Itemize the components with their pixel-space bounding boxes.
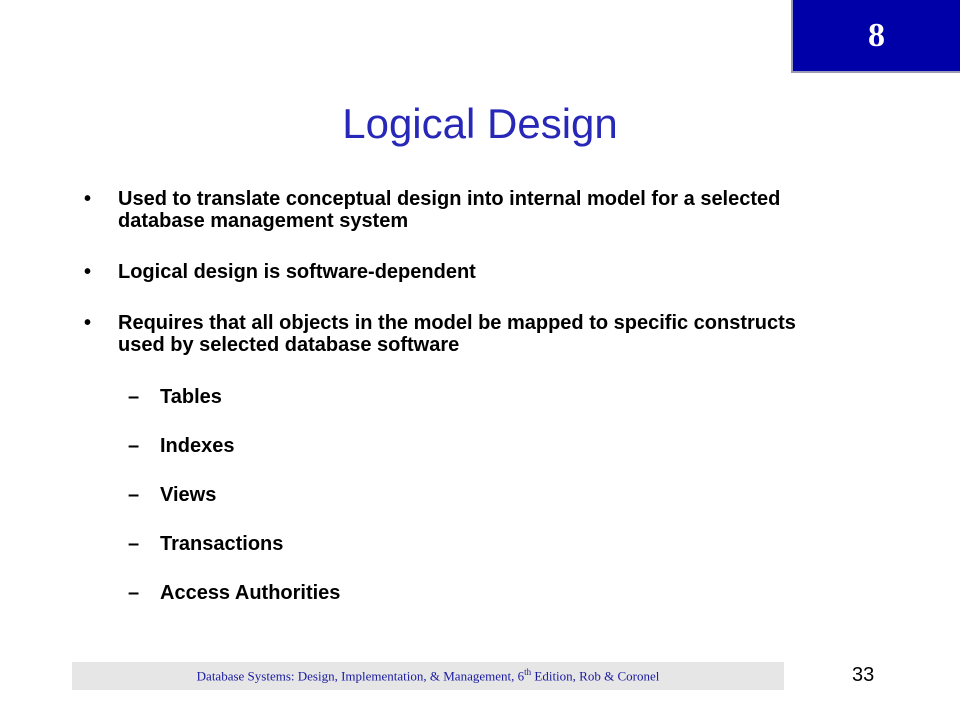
bullet-text: Requires that all objects in the model be mapped to specific constructs used by selected database software [118, 312, 796, 356]
footer-text-part: Edition, Rob & Coronel [531, 668, 660, 684]
sub-bullet-marker: – [128, 533, 140, 555]
sub-bullet-item [128, 435, 340, 484]
sub-bullet-item [128, 582, 340, 631]
sub-bullet-item [128, 386, 340, 435]
sub-bullet-text: Access Authorities [160, 582, 341, 604]
sub-bullet-list [128, 386, 340, 631]
footer-bar [72, 662, 784, 690]
sub-bullet-text: Indexes [160, 435, 235, 457]
sub-bullet-marker: – [128, 435, 140, 457]
footer-text-part: Database Systems: Design, Implementation, & Management, 6 [196, 668, 525, 684]
bullet-marker: • [84, 188, 92, 210]
sub-bullet-text: Transactions [160, 533, 284, 555]
sub-bullet-marker: – [128, 582, 140, 604]
bullet-item [84, 261, 824, 283]
sub-bullet-marker: – [128, 386, 140, 408]
bullet-text: Logical design is software-dependent [118, 261, 476, 283]
sub-bullet-item [128, 484, 340, 533]
footer-citation [197, 667, 660, 684]
bullet-marker: • [84, 261, 92, 283]
sub-bullet-marker: – [128, 484, 140, 506]
sub-bullet-item [128, 533, 340, 582]
bullet-item [84, 312, 824, 356]
sub-bullet-text: Tables [160, 386, 222, 408]
footer-superscript: th [524, 667, 532, 678]
bullet-item [84, 188, 824, 232]
chapter-number-box [791, 0, 960, 73]
bullet-text: Used to translate conceptual design into internal model for a selected database management system [118, 188, 781, 232]
chapter-number: 8 [868, 16, 885, 54]
bullet-marker: • [84, 312, 92, 334]
slide-title: Logical Design [342, 100, 618, 147]
bullet-list [84, 188, 824, 356]
sub-bullet-text: Views [160, 484, 217, 506]
page-number: 33 [852, 664, 875, 686]
